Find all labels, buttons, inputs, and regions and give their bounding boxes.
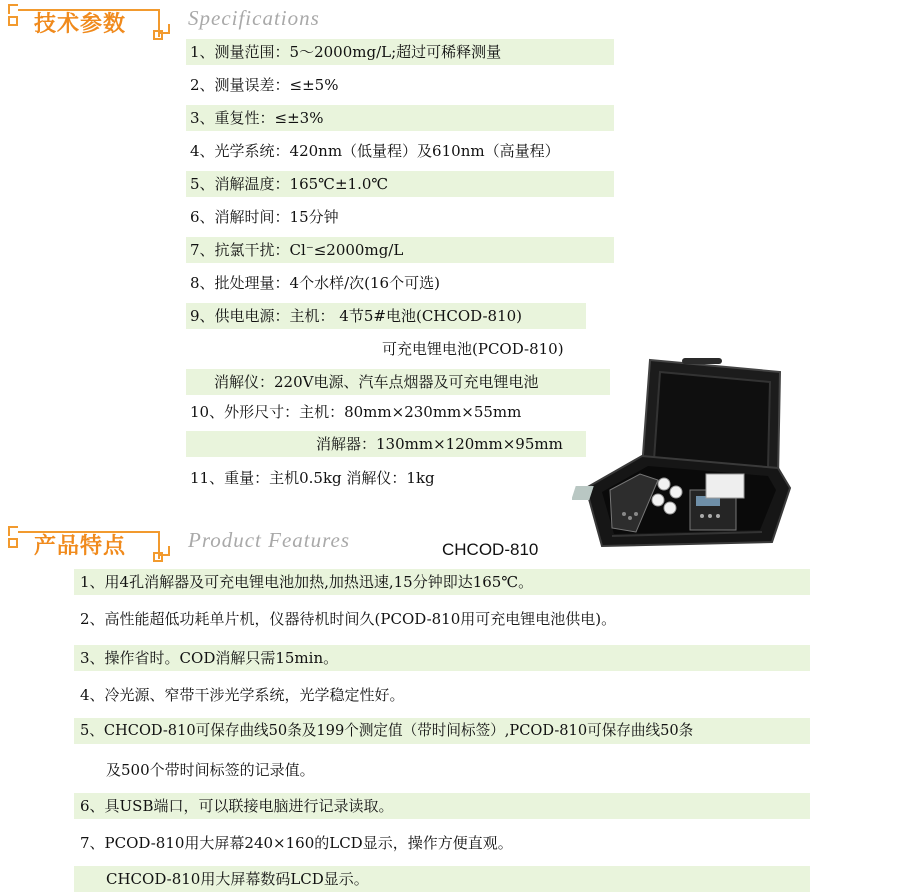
spec-row: 10、外形尺寸：主机：80mm×230mm×55mm [190,403,522,421]
spec-row: 2、测量误差：≤±5% [190,76,339,94]
decor-corner [8,4,18,14]
spec-row-continued: 可充电锂电池(PCOD-810) [382,340,564,358]
feature-row: 2、高性能超低功耗单片机，仪器待机时间久(PCOD-810用可充电锂电池供电)。 [80,610,617,628]
spec-row: 8、批处理量：4个水样/次(16个可选) [190,274,440,292]
feature-row: 3、操作省时。COD消解只需15min。 [74,645,810,671]
spec-row: 消解器：130mm×120mm×95mm [186,431,586,457]
spec-section-title: 技术参数 [34,12,127,37]
spec-row: 6、消解时间：15分钟 [190,208,339,226]
feature-section-title-en: Product Features [188,528,350,552]
feature-row-continued: CHCOD-810用大屏幕数码LCD显示。 [74,866,810,892]
decor-corner [160,24,170,34]
feature-row: 7、PCOD-810用大屏幕240×160的LCD显示，操作方便直观。 [80,834,513,852]
spec-row: 1、测量范围：5～2000mg/L;超过可稀释测量 [186,39,614,65]
feature-row: 6、具USB端口，可以联接电脑进行记录读取。 [74,793,810,819]
product-caption: CHCOD-810 [442,540,539,559]
spec-row: 5、消解温度：165℃±1.0℃ [186,171,614,197]
feature-row-continued: 及500个带时间标签的记录值。 [106,761,315,779]
instrument-case-image [572,356,812,552]
feature-row: 5、CHCOD-810可保存曲线50条及199个测定值（带时间标签）,PCOD-810可保存曲线50条 [74,718,810,744]
decor-corner [160,546,170,556]
decor-corner [8,16,18,26]
decor-corner [8,538,18,548]
spec-row: 7、抗氯干扰：Cl⁻≤2000mg/L [186,237,614,263]
spec-row: 3、重复性：≤±3% [186,105,614,131]
spec-section-title-en: Specifications [188,6,320,30]
spec-row: 消解仪：220V电源、汽车点烟器及可充电锂电池 [186,369,610,395]
decor-corner [8,526,18,536]
feature-section-header [8,526,170,559]
feature-row: 4、冷光源、窄带干涉光学系统，光学稳定性好。 [80,686,405,704]
spec-row: 4、光学系统：420nm（低量程）及610nm（高量程） [190,142,560,160]
spec-row: 11、重量：主机0.5kg 消解仪：1kg [190,469,435,487]
feature-section-title: 产品特点 [34,534,127,559]
spec-row: 9、供电电源：主机： 4节5#电池(CHCOD-810) [186,303,586,329]
spec-section-header [8,4,170,37]
feature-row: 1、用4孔消解器及可充电锂电池加热,加热迅速,15分钟即达165℃。 [74,569,810,595]
